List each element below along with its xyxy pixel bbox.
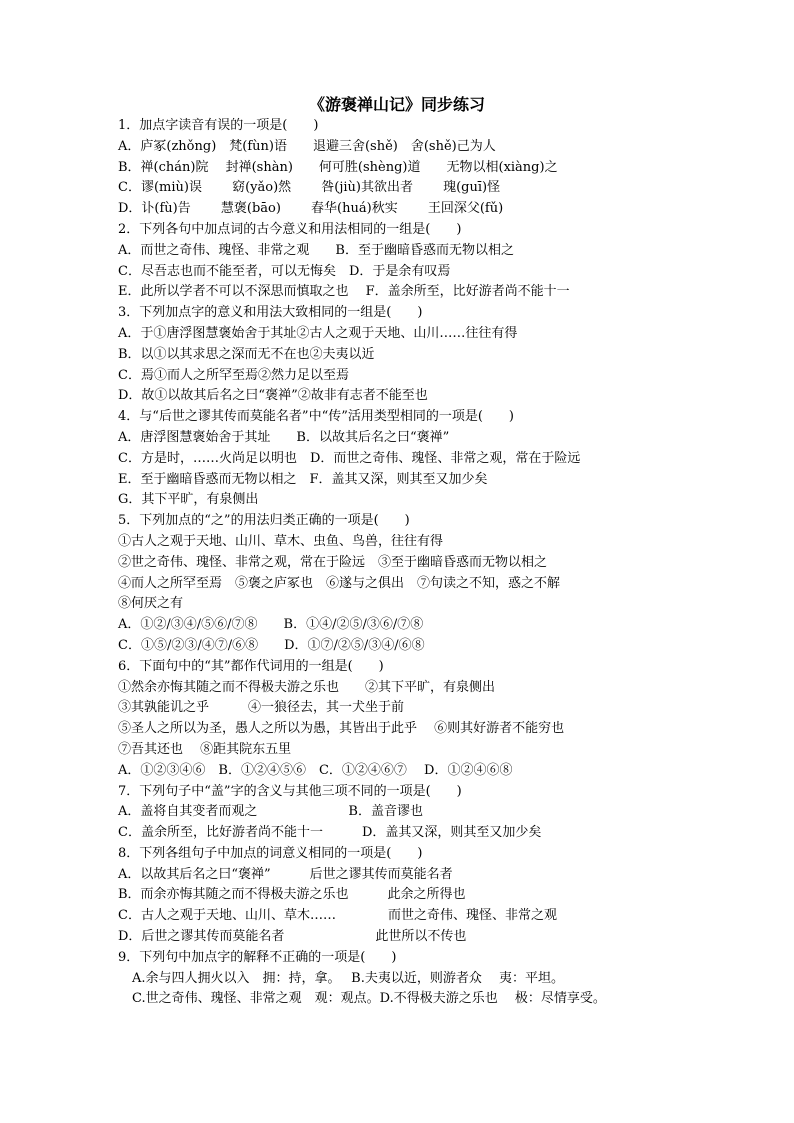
q4-options-cd: C．方是时，……火尚足以明也 D．而世之奇伟、瑰怪、非常之观，常在于险远	[118, 450, 581, 466]
q3-stem: 3．下列加点字的意义和用法大致相同的一组是( )	[118, 305, 423, 321]
q2-stem: 2．下列各句中加点词的古今意义和用法相同的一组是( )	[118, 221, 462, 237]
q3-option-a: A．于①唐浮图慧褒始舍于其址②古人之观于天地、山川……往往有得	[118, 325, 518, 341]
q8-option-b: B．而余亦悔其随之而不得极夫游之乐也 此余之所得也	[118, 887, 466, 903]
q3-option-b: B．以①以其求思之深而无不在也②夫夷以近	[118, 346, 375, 362]
q5-items-2-3: ②世之奇伟、瑰怪、非常之观，常在于险远 ③至于幽暗昏惑而无物以相之	[118, 554, 548, 570]
q5-stem: 5．下列加点的“之”的用法归类正确的一项是( )	[118, 513, 410, 529]
q8-stem: 8．下列各组句子中加点的词意义相同的一项是( )	[118, 845, 423, 861]
q3-option-c: C．焉①而人之所罕至焉②然力足以至焉	[118, 367, 349, 383]
q2-options-ab: A．而世之奇伟、瑰怪、非常之观 B．至于幽暗昏惑而无物以相之	[118, 242, 514, 258]
q6-stem: 6．下面句中的“其”都作代词用的一组是( )	[118, 658, 384, 674]
q5-options-ab: A．①②/③④/⑤⑥/⑦⑧ B．①④/②⑤/③⑥/⑦⑧	[118, 617, 424, 633]
q1-stem: 1．加点字读音有误的一项是( )	[118, 118, 319, 133]
q9-stem: 9．下列句中加点字的解释不正确的一项是( )	[118, 949, 397, 965]
document-title: 《游褒禅山记》同步练习	[308, 95, 485, 114]
q4-stem: 4．与“后世之谬其传而莫能名者”中“传”活用类型相同的一项是( )	[118, 409, 514, 425]
q1-option-d: D．讣(fù)告 慧褒(bāo) 春华(huá)秋实 王回深父(fǔ)	[118, 201, 504, 217]
q5-options-cd: C．①⑤/②③/④⑦/⑥⑧ D．①⑦/②⑤/③④/⑥⑧	[118, 637, 425, 653]
q1-option-a: A．庐冢(zhǒng) 梵(fùn)语 退避三舍(shě) 舍(shě)己为人	[118, 138, 496, 154]
q6-items-5-6: ⑤圣人之所以为圣，愚人之所以为愚，其皆出于此乎 ⑥则其好游者不能穷也	[118, 721, 565, 737]
exercise-content	[118, 116, 778, 1010]
q8-option-d: D．后世之谬其传而莫能名者 此世所以不传也	[118, 929, 467, 945]
q9-options-cd: C.世之奇伟、瑰怪、非常之观 观：观点。D.不得极夫游之乐也 极：尽情享受。	[132, 991, 606, 1007]
q4-options-ab: A．唐浮图慧褒始舍于其址 B．以故其后名之曰“褒禅”	[118, 429, 450, 445]
q6-items-1-2: ①然余亦悔其随之而不得极夫游之乐也 ②其下平旷，有泉侧出	[118, 679, 496, 695]
q5-item-1: ①古人之观于天地、山川、草木、虫鱼、鸟兽，往往有得	[118, 533, 444, 549]
q4-option-g: G．其下平旷，有泉侧出	[118, 492, 259, 508]
q3-option-d: D．故①以故其后名之曰“褒禅”②故非有志者不能至也	[118, 388, 428, 404]
q6-options: A．①②③④⑥ B．①②④⑤⑥ C．①②④⑥⑦ D．①②④⑥⑧	[118, 762, 513, 778]
q6-items-3-4: ③其孰能讥之乎 ④一狼径去，其一犬坐于前	[118, 700, 405, 716]
q1-option-b: B．禅(chán)院 封禅(shàn) 何可胜(shèng)道 无物以相(xiàng)之	[118, 159, 558, 175]
q8-option-c: C．古人之观于天地、山川、草木…… 而世之奇伟、瑰怪、非常之观	[118, 908, 557, 924]
q2-options-ef: E．此所以学者不可以不深思而慎取之也 F．盖余所至，比好游者尚不能十一	[118, 284, 570, 300]
q1-option-c: C．谬(miù)误 窈(yǎo)然 咎(jiù)其欲出者 瑰(guī)怪	[118, 180, 501, 196]
q2-options-cd: C．尽吾志也而不能至者，可以无悔矣 D．于是余有叹焉	[118, 263, 451, 279]
q6-items-7-8: ⑦吾其还也 ⑧距其院东五里	[118, 741, 292, 757]
q7-options-ab: A．盖将自其变者而观之 B．盖音谬也	[118, 804, 423, 820]
q9-options-ab: A.余与四人拥火以入 拥：持，拿。 B.夫夷以近，则游者众 夷：平坦。	[132, 970, 564, 986]
q4-options-ef: E．至于幽暗昏惑而无物以相之 F．盖其又深，则其至又加少矣	[118, 471, 488, 487]
q5-item-8: ⑧何厌之有	[118, 596, 184, 612]
q7-stem: 7．下列句子中“盖”字的含义与其他三项不同的一项是( )	[118, 783, 462, 799]
q8-option-a: A．以故其后名之曰“褒禅” 后世之谬其传而莫能名者	[118, 866, 453, 882]
q5-items-4-7: ④而人之所罕至焉 ⑤褒之庐冢也 ⑥遂与之俱出 ⑦句读之不知，惑之不解	[118, 575, 561, 591]
q7-options-cd: C．盖余所至，比好游者尚不能十一 D．盖其又深，则其至又加少矣	[118, 825, 542, 841]
